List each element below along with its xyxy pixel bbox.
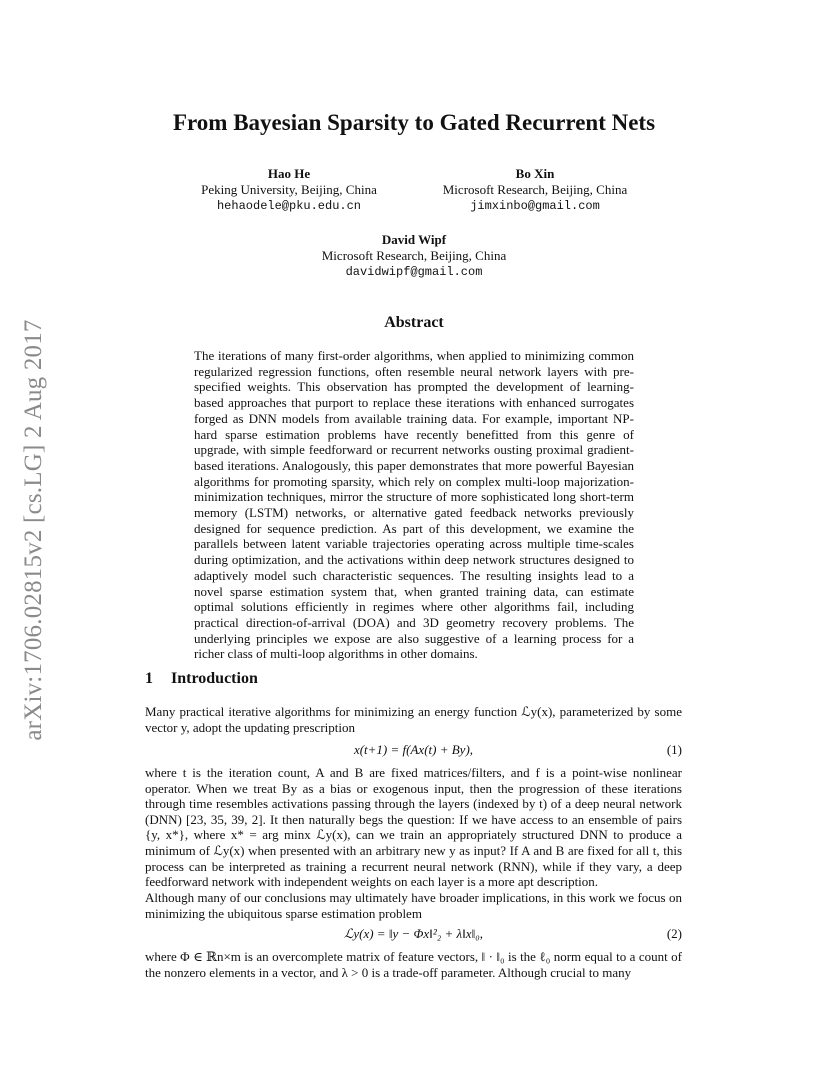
section-number: 1: [145, 670, 153, 687]
paragraph-3: Although many of our conclusions may ultimately have broader implications, in this work we focus on minimizing the ubiquitous sparse estimation problem: [145, 890, 682, 921]
author-block-1: [159, 166, 419, 214]
equation-1-number: (1): [666, 742, 682, 757]
equation-2: [145, 926, 682, 944]
equation-1: [145, 742, 682, 760]
section-heading: [145, 670, 258, 688]
author-email: davidwipf@gmail.com: [345, 265, 483, 279]
equation-1-body: x(t+1) = f(Ax(t) + By),: [353, 742, 474, 757]
author-name: Bo Xin: [515, 166, 555, 181]
equation-2-number: (2): [666, 926, 682, 941]
section-title: Introduction: [171, 670, 258, 687]
equation-2-body: ℒy(x) = ‖y − Φx‖²₂ + λ‖x‖₀,: [343, 926, 483, 941]
paragraph-4: where Φ ∈ ℝn×m is an overcomplete matrix of feature vectors, ‖ · ‖₀ is the ℓ₀ norm equal to a count of the nonzero elements in a vector, and λ > 0 is a trade-off parameter. Although crucial to many: [145, 949, 682, 980]
arxiv-stamp: [14, 290, 54, 770]
abstract-heading: Abstract: [384, 314, 444, 331]
author-affiliation: Microsoft Research, Beijing, China: [321, 248, 507, 263]
paragraph-1: Many practical iterative algorithms for minimizing an energy function ℒy(x), parameterized by some vector y, adopt the updating prescription: [145, 704, 682, 735]
author-block-2: [405, 166, 665, 214]
arxiv-stamp-text: arXiv:1706.02815v2 [cs.LG] 2 Aug 2017: [20, 319, 47, 741]
author-affiliation: Peking University, Beijing, China: [201, 182, 377, 197]
abstract-text: The iterations of many first-order algorithms, when applied to minimizing common regularized regression functions, often resemble neural network layers with pre-specified weights. This observation has prompted the development of learning-based approaches that purport to replace these iterations with enhanced surrogates forged as DNN models from available training data. For example, important NP-hard sparse estimation problems have recently benefitted from this genre of upgrade, with simple feedforward or recurrent networks ousting proximal gradient-based iterations. Analogously, this paper demonstrates that more powerful Bayesian algorithms for promoting sparsity, which rely on complex multi-loop majorization-minimization techniques, mirror the structure of more sophisticated long short-term memory (LSTM) networks, or alternative gated feedback networks previously designed for sequence prediction. As part of this development, we examine the parallels between latent variable trajectories operating across multiple time-scales during optimization, and the activations within deep network structures designed to adaptively model such characteristic sequences. The resulting insights lead to a novel sparse estimation system that, when granted training data, can estimate optimal solutions efficiently in regimes where other algorithms fail, including practical direction-of-arrival (DOA) and 3D geometry recovery problems. The underlying principles we expose are also suggestive of a learning process for a richer class of multi-loop algorithms in other domains.: [194, 348, 634, 662]
author-name: David Wipf: [381, 232, 447, 247]
paper-title: From Bayesian Sparsity to Gated Recurrent Nets: [172, 110, 656, 135]
author-block-3: [284, 232, 544, 280]
author-name: Hao He: [267, 166, 311, 181]
paragraph-2: where t is the iteration count, A and B are fixed matrices/filters, and f is a point-wise nonlinear operator. When we treat By as a bias or exogenous input, then the progression of these iterations through time resembles activations passing through the layers (indexed by t) of a deep neural network (DNN) [23, 35, 39, 2]. It then naturally begs the question: If we have access to an ensemble of pairs {y, x*}, where x* = arg minx ℒy(x), can we train an appropriately structured DNN to produce a minimum of ℒy(x) when presented with an arbitrary new y as input? If A and B are fixed for all t, this process can be interpreted as training a recurrent neural network (RNN), while if they vary, a deep feedforward network with independent weights on each layer is a more apt description.: [145, 765, 682, 890]
author-email: hehaodele@pku.edu.cn: [216, 199, 362, 213]
author-affiliation: Microsoft Research, Beijing, China: [442, 182, 628, 197]
author-email: jimxinbo@gmail.com: [470, 199, 600, 213]
